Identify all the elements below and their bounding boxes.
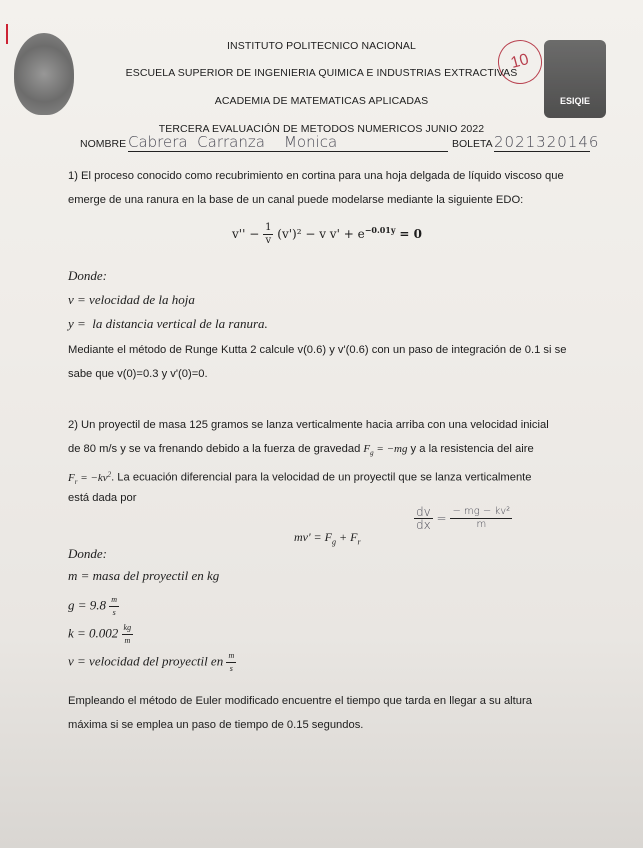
q1-eq-frac-num: 1 bbox=[265, 222, 272, 233]
hand-lhs-num: dv bbox=[416, 505, 431, 519]
q1-donde: Donde: bbox=[68, 268, 107, 283]
q2-def-v bbox=[68, 650, 236, 675]
q2-fr-sub: r bbox=[74, 477, 78, 486]
q2-fr-sup: 2 bbox=[107, 470, 112, 478]
q1-equation bbox=[232, 222, 422, 247]
q2-def-k-text: k = 0.002 bbox=[68, 625, 119, 641]
q2-fg-eq: = −mg bbox=[373, 443, 408, 455]
q2-eq-a: mv' = F bbox=[294, 530, 332, 544]
q2-eq-sub1: g bbox=[332, 537, 336, 547]
q1-def-v: v = velocidad de la hoja bbox=[68, 292, 195, 307]
q2-def-k bbox=[68, 622, 133, 647]
q2-line2 bbox=[68, 442, 568, 460]
q2-def-g-num: m bbox=[109, 594, 119, 607]
q1-intro: 1) El proceso conocido como recubrimiento en cortina para una hoja delgada de líquido viscoso que emerge de una ranura en la base de un canal puede modelarse mediante la siguiente EDO: bbox=[68, 170, 564, 206]
q1-task: Mediante el método de Runge Kutta 2 calcule v(0.6) y v'(0.6) con un paso de integración de 0.1 si se sabe que v(0)=0.3 y v'(0)=0. bbox=[68, 344, 567, 380]
name-row bbox=[80, 133, 600, 153]
q2-fr: F bbox=[68, 471, 75, 484]
school-title: ESCUELA SUPERIOR DE INGENIERIA QUIMICA E INDUSTRIAS EXTRACTIVAS bbox=[125, 67, 518, 79]
esiqie-logo-text: ESIQIE bbox=[559, 96, 590, 106]
q2-donde: Donde: bbox=[68, 546, 107, 561]
academy-title: ACADEMIA DE MATEMATICAS APLICADAS bbox=[214, 95, 429, 107]
hand-lhs-den: dx bbox=[416, 518, 431, 532]
q2-eq-sub2: r bbox=[357, 537, 361, 547]
q2-fr-eq: = −kv bbox=[77, 471, 108, 484]
q2-line2b: y a la resistencia del aire bbox=[407, 443, 534, 455]
q2-task-line1: Empleando el método de Euler modificado encuentre el tiempo que tarda en llegar a su altura bbox=[68, 695, 532, 707]
q2-line1: 2) Un proyectil de masa 125 gramos se lanza verticalmente hacia arriba con una velocidad inicial bbox=[68, 419, 549, 431]
boleta-value: 2021320146 bbox=[494, 133, 600, 151]
q2-def-g bbox=[68, 594, 119, 619]
q1-eq-part-c: = 0 bbox=[399, 227, 422, 241]
q1-eq-part-b: (v')² − v v' + e bbox=[277, 227, 365, 241]
q2-eq-plus: + F bbox=[336, 530, 358, 544]
q2-def-k-num: kg bbox=[122, 622, 134, 635]
hand-rhs-num: − mg − kv² bbox=[452, 506, 511, 517]
q2-def-m: m = masa del proyectil en kg bbox=[68, 568, 220, 583]
q2-def-v-num: m bbox=[226, 650, 236, 663]
q2-fg-sub: g bbox=[370, 449, 374, 458]
q2-line3b: . La ecuación diferencial para la velocidad de un proyectil que se lanza verticalmente bbox=[111, 471, 532, 484]
q2-line2a: de 80 m/s y se va frenando debido a la fuerza de gravedad bbox=[68, 443, 364, 455]
q2-def-v-text: v = velocidad del proyectil en bbox=[68, 653, 224, 669]
name-value: Cabrera Carranza Monica bbox=[128, 133, 448, 152]
q2-def-v-den: s bbox=[229, 664, 233, 673]
grade-mark: 10 bbox=[493, 35, 547, 89]
name-label: NOMBRE bbox=[80, 138, 127, 150]
q1-eq-exponent: −0.01y bbox=[364, 225, 396, 235]
hand-rhs-den: m bbox=[476, 519, 487, 530]
q2-fg: F bbox=[363, 443, 371, 455]
q1-eq-fraction bbox=[263, 222, 273, 247]
q1-eq-part-a: v'' − bbox=[232, 227, 260, 241]
q2-def-g-text: g = 9.8 bbox=[68, 597, 107, 613]
q1-def-y: y = la distancia vertical de la ranura. bbox=[68, 316, 268, 331]
institute-title: INSTITUTO POLITECNICO NACIONAL bbox=[227, 40, 416, 52]
handwritten-annotation: $\frac{dv}{dx}$ = $\frac{\text{− mg − kv²}}{m}$ bbox=[416, 505, 511, 532]
q2-def-g-den: s bbox=[112, 608, 116, 617]
exam-title: TERCERA EVALUACIÓN DE METODOS NUMERICOS JUNIO 2022 bbox=[158, 123, 485, 135]
boleta-label: BOLETA bbox=[452, 138, 493, 150]
q2-line3 bbox=[68, 467, 568, 489]
q2-def-k-den: m bbox=[124, 636, 131, 645]
q2-line4: está dada por bbox=[68, 492, 137, 504]
q2-task-line2: máxima si se emplea un paso de tiempo de 0.15 segundos. bbox=[68, 719, 364, 731]
q1-eq-frac-den: v bbox=[265, 235, 272, 246]
q2-equation bbox=[294, 530, 361, 546]
